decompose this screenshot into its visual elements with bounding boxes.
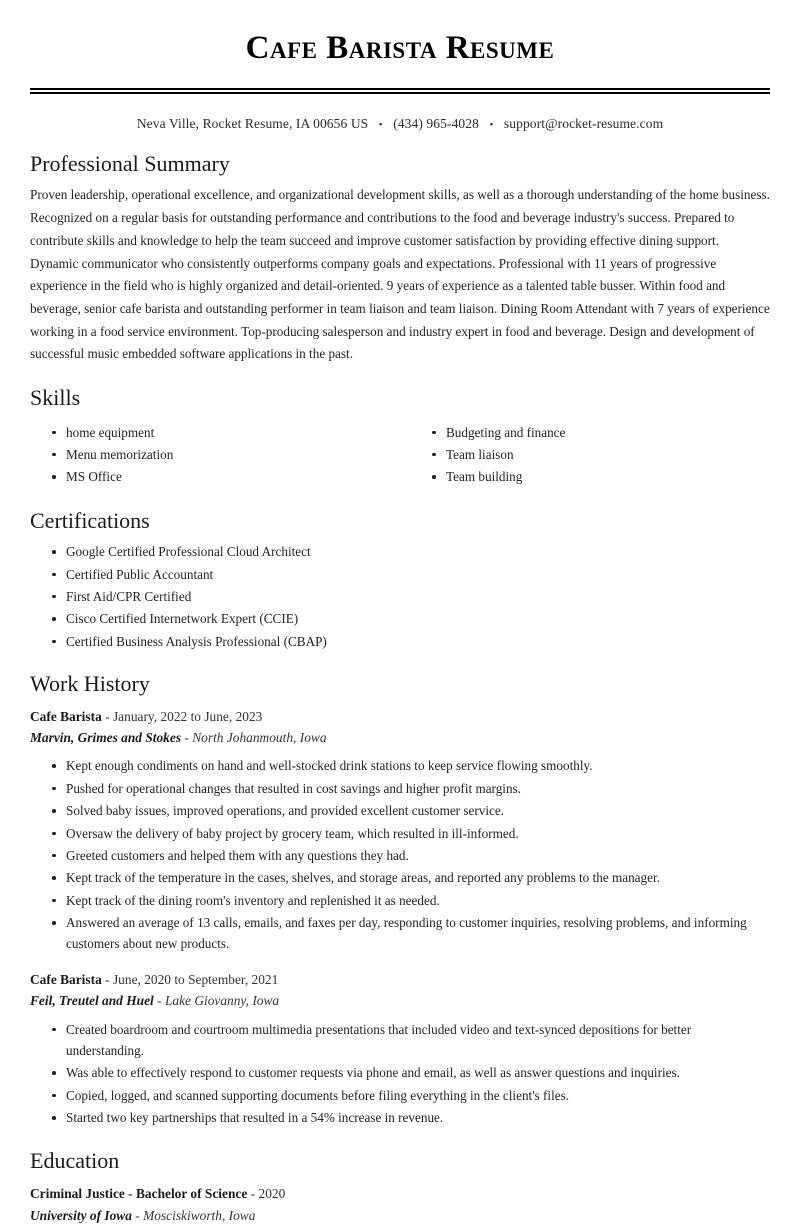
section-title-education: Education — [30, 1147, 120, 1173]
contact-phone[interactable]: (434) 965-4028 — [393, 115, 479, 131]
skills-column-left — [30, 419, 400, 489]
skills-list-left — [30, 422, 400, 488]
education-degree-line — [30, 1183, 770, 1204]
list-item: MS Office — [52, 466, 400, 487]
section-certifications — [30, 507, 770, 652]
work-entry-separator: - — [157, 993, 162, 1009]
education-separator: - — [135, 1207, 140, 1223]
education-school: University of Iowa — [30, 1207, 132, 1223]
work-entry-role: Cafe Barista — [30, 971, 102, 987]
education-entries — [30, 1183, 770, 1226]
section-title-skills: Skills — [30, 385, 81, 411]
list-item: home equipment — [52, 422, 400, 443]
contact-line — [30, 116, 770, 132]
work-entry-role-line — [30, 969, 770, 990]
contact-separator-2: • — [489, 118, 494, 131]
list-item: Pushed for operational changes that resulted in cost savings and higher profit margins. — [52, 778, 770, 799]
section-title-work-history: Work History — [30, 671, 150, 697]
professional-summary-text: Proven leadership, operational excellence, and organizational development skills, as well as a thorough understanding of the home business. Recognized on a regular basis for outstanding performance and contributions to the food and beverage industry's success. Prepared to contribute skills and knowledge to help the team succeed and improve customer satisfaction by providing effective dining support. Dynamic communicator who consistently outperforms company goals and expectations. Professional with 11 years of progressive experience in the field who is highly organized and detail-oriented. 9 years of experience as a talented table busser. Within food and beverage, senior cafe barista and outstanding performer in team liaison and team liaison. Dining Room Attendant with 7 years of experience working in a food service environment. Top-producing salesperson and industry expert in food and beverage. Design and development of successful music embedded software applications in the past. — [30, 187, 770, 362]
list-item: Team building — [432, 466, 770, 487]
education-year: 2020 — [258, 1186, 286, 1202]
work-entry-company-line — [30, 727, 770, 748]
education-school-line — [30, 1205, 770, 1226]
work-entry-role-line — [30, 706, 770, 727]
work-entry-bullets — [30, 755, 770, 954]
education-degree: Criminal Justice - Bachelor of Science — [30, 1186, 248, 1202]
certifications-list — [30, 541, 770, 652]
work-entry-bullets — [30, 1019, 770, 1129]
list-item: Oversaw the delivery of baby project by grocery team, which resulted in ill-informed. — [52, 823, 770, 844]
contact-email[interactable]: support@rocket-resume.com — [503, 115, 664, 131]
list-item: Answered an average of 13 calls, emails, and faxes per day, responding to customer inquiries, resolving problems, and informing customers about new products. — [52, 912, 770, 955]
work-history-entry — [30, 969, 770, 1129]
work-entry-company: Feil, Treutel and Huel — [30, 993, 154, 1009]
list-item: Started two key partnerships that resulted in a 54% increase in revenue. — [52, 1107, 770, 1128]
list-item: Budgeting and finance — [432, 422, 770, 443]
work-entry-separator: - — [105, 708, 110, 724]
section-skills — [30, 384, 770, 489]
section-title-professional-summary: Professional Summary — [30, 150, 230, 176]
section-education — [30, 1147, 770, 1226]
header-divider — [30, 88, 770, 94]
contact-address: Neva Ville, Rocket Resume, IA 00656 US — [136, 115, 369, 131]
work-entry-dates: June, 2020 to September, 2021 — [112, 971, 279, 987]
section-professional-summary — [30, 150, 770, 366]
list-item: Kept enough condiments on hand and well-stocked drink stations to keep service flowing smoothly. — [52, 755, 770, 776]
section-title-certifications: Certifications — [30, 507, 150, 533]
section-work-history — [30, 670, 770, 1129]
list-item: Certified Public Accountant — [52, 564, 770, 585]
work-entry-location: North Johanmouth, Iowa — [192, 730, 327, 745]
list-item: Google Certified Professional Cloud Architect — [52, 541, 770, 562]
list-item: Cisco Certified Internetwork Expert (CCIE) — [52, 608, 770, 629]
work-entry-company: Marvin, Grimes and Stokes — [30, 730, 182, 745]
skills-list-right — [410, 422, 770, 488]
list-item: Copied, logged, and scanned supporting documents before filing everything in the client's files. — [52, 1085, 770, 1106]
list-item: Menu memorization — [52, 444, 400, 465]
divider-rule-bottom — [30, 92, 770, 94]
education-separator: - — [250, 1186, 256, 1202]
work-entry-dates: January, 2022 to June, 2023 — [112, 708, 263, 724]
resume-title: Cafe Barista Resume — [245, 30, 555, 66]
skills-columns — [30, 419, 770, 489]
work-entry-separator: - — [184, 730, 189, 745]
list-item: Team liaison — [432, 444, 770, 465]
list-item: Solved baby issues, improved operations, and provided excellent customer service. — [52, 800, 770, 821]
work-entry-separator: - — [105, 971, 110, 987]
work-entry-location: Lake Giovanny, Iowa — [164, 993, 280, 1009]
work-entry-role: Cafe Barista — [30, 708, 102, 724]
skills-column-right — [400, 419, 770, 489]
list-item: Greeted customers and helped them with any questions they had. — [52, 845, 770, 866]
list-item: Kept track of the temperature in the cases, shelves, and storage areas, and reported any problems to the manager. — [52, 867, 770, 888]
list-item: Created boardroom and courtroom multimedia presentations that included video and text-synced depositions for better understanding. — [52, 1019, 770, 1062]
list-item: Was able to effectively respond to customer requests via phone and email, as well as answer questions and inquiries. — [52, 1062, 770, 1083]
list-item: Kept track of the dining room's inventory and replenished it as needed. — [52, 890, 770, 911]
list-item: First Aid/CPR Certified — [52, 586, 770, 607]
work-history-entry — [30, 706, 770, 955]
work-entry-company-line — [30, 990, 770, 1011]
education-entry — [30, 1183, 770, 1226]
list-item: Certified Business Analysis Professional (CBAP) — [52, 631, 770, 652]
education-location: Mosciskiworth, Iowa — [143, 1207, 256, 1223]
contact-separator-1: • — [378, 118, 383, 131]
work-history-entries — [30, 706, 770, 1129]
